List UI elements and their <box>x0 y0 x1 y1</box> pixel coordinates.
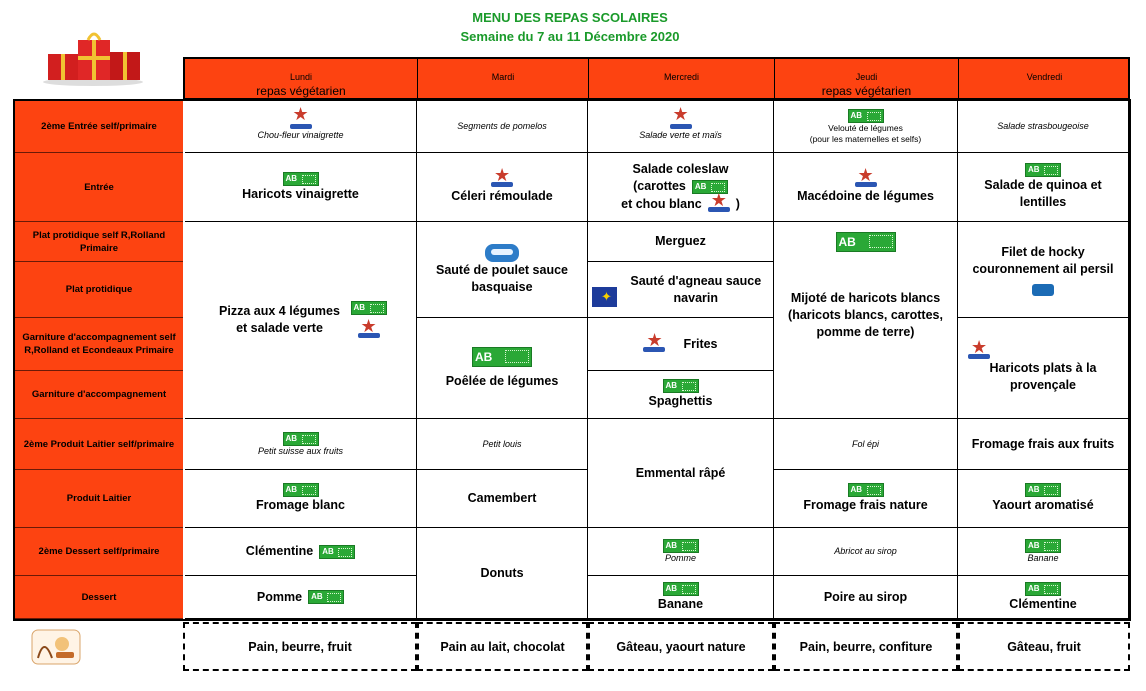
label-rouge-star-icon <box>708 195 730 213</box>
cell-lundi-laitier2: AB Petit suisse aux fruits <box>185 419 417 470</box>
day-header-vendredi: Vendredi <box>958 57 1130 100</box>
bio-label-icon <box>1025 163 1061 177</box>
cell-jeudi-laitier2: Fol épi <box>774 419 958 470</box>
gouter-mercredi: Gâteau, yaourt nature <box>588 622 774 671</box>
row-label-laitier2: 2ème Produit Laitier self/primaire <box>15 419 183 470</box>
label-rouge-star-icon <box>968 342 990 360</box>
cell-jeudi-dessert2: Abricot au sirop <box>774 528 958 576</box>
cell-mardi-dessert: Donuts <box>417 528 588 619</box>
bio-label-icon <box>308 590 344 604</box>
row-label-entree: Entrée <box>15 153 183 222</box>
page-title: MENU DES REPAS SCOLAIRES <box>472 10 668 25</box>
bio-label-icon <box>319 545 355 559</box>
cell-vendredi-laitier: AB Yaourt aromatisé <box>958 470 1129 528</box>
page-subtitle: Semaine du 7 au 11 Décembre 2020 <box>460 29 680 44</box>
eu-flag-icon <box>592 287 617 307</box>
cell-lundi-dessert2: Clémentine AB <box>185 528 417 576</box>
row-label-laitier: Produit Laitier <box>15 470 183 528</box>
day-header-mercredi: Mercredi <box>588 57 774 100</box>
cell-mercredi-garniture: AB Spaghettis <box>588 371 774 419</box>
cell-mercredi-laitier: Emmental râpé <box>588 419 774 528</box>
row-label-plat: Plat protidique <box>15 262 183 318</box>
bio-label-icon <box>1025 582 1061 596</box>
cell-jeudi-plat: AB Mijoté de haricots blancs (haricots blancs, carottes, pomme de terre) <box>774 222 958 419</box>
cell-mardi-laitier: Camembert <box>417 470 588 528</box>
cell-vendredi-dessert2: AB Banane <box>958 528 1129 576</box>
row-label-entree2: 2ème Entrée self/primaire <box>15 101 183 153</box>
bio-label-icon <box>663 539 699 553</box>
cell-jeudi-entree2: AB Velouté de légumes (pour les maternelles et selfs) <box>774 101 958 153</box>
cell-mercredi-dessert2: AB Pomme <box>588 528 774 576</box>
bio-label-icon <box>1025 539 1061 553</box>
cell-lundi-entree2: ★ Chou-fleur vinaigrette <box>185 101 417 153</box>
cell-mardi-entree: ★ Céleri rémoulade <box>417 153 588 222</box>
cell-vendredi-dessert: AB Clémentine <box>958 576 1129 619</box>
gouter-lundi: Pain, beurre, fruit <box>183 622 417 671</box>
label-rouge-star-icon <box>358 321 380 339</box>
cell-vendredi-garniture: ★ Haricots plats à la provençale <box>958 318 1129 419</box>
bio-label-icon <box>1025 483 1061 497</box>
bio-label-icon <box>472 347 532 367</box>
row-label-dessert2: 2ème Dessert self/primaire <box>15 528 183 576</box>
cell-mardi-plat: Sauté de poulet sauce basquaise <box>417 222 588 318</box>
cell-mercredi-entree2: ★ Salade verte et maïs <box>588 101 774 153</box>
day-header-lundi: Lundi repas végétarien <box>256 72 346 98</box>
gouter-mardi: Pain au lait, chocolat <box>417 622 588 671</box>
label-rouge-star-icon <box>643 335 677 353</box>
bio-label-icon <box>663 379 699 393</box>
cell-mardi-laitier2: Petit louis <box>417 419 588 470</box>
cell-mercredi-plat-self: Merguez <box>588 222 774 262</box>
bio-label-icon <box>283 483 319 497</box>
row-label-dessert: Dessert <box>15 576 183 619</box>
bio-label-icon <box>351 301 387 315</box>
row-label-garniture: Garniture d'accompagnement <box>15 371 183 419</box>
cell-mercredi-garniture-self: ★ Frites <box>588 318 774 371</box>
cell-vendredi-plat: Filet de hocky couronnement ail persil <box>958 222 1129 318</box>
cell-mardi-garniture: AB Poêlée de légumes <box>417 318 588 419</box>
gift-icon <box>38 28 148 86</box>
cell-jeudi-dessert: Poire au sirop <box>774 576 958 619</box>
cell-mercredi-dessert: AB Banane <box>588 576 774 619</box>
cell-jeudi-laitier: AB Fromage frais nature <box>774 470 958 528</box>
cell-mercredi-plat: ✦ Sauté d'agneau sauce navarin <box>588 262 774 318</box>
bio-label-icon <box>836 232 896 252</box>
bio-label-icon <box>663 582 699 596</box>
label-rouge-star-icon <box>670 112 692 130</box>
label-rouge-star-icon <box>290 112 312 130</box>
bio-label-icon <box>848 483 884 497</box>
day-header-jeudi: Jeudi repas végétarien <box>774 57 958 100</box>
bleu-blanc-coeur-icon <box>485 244 519 262</box>
cell-vendredi-laitier2: Fromage frais aux fruits <box>958 419 1129 470</box>
cell-mercredi-entree: Salade coleslaw (carottes AB et chou blanc ★ ) <box>588 153 774 222</box>
cell-jeudi-entree: ★ Macédoine de légumes <box>774 153 958 222</box>
row-label-garniture-self: Garniture d'accompagnement self R,Rolland et Econdeaux Primaire <box>15 318 183 371</box>
cell-mardi-entree2: Segments de pomelos <box>417 101 588 153</box>
bio-label-icon <box>848 109 884 123</box>
gouter-vendredi: Gâteau, fruit <box>958 622 1130 671</box>
label-rouge-star-icon <box>855 170 877 188</box>
bio-label-icon <box>283 432 319 446</box>
row-label-plat-self: Plat protidique self R,Rolland Primaire <box>15 222 183 262</box>
cell-lundi-dessert: Pomme AB <box>185 576 417 619</box>
cell-vendredi-entree2: Salade strasbougeoise <box>958 101 1129 153</box>
gouter-jeudi: Pain, beurre, confiture <box>774 622 958 671</box>
cell-lundi-laitier: AB Fromage blanc <box>185 470 417 528</box>
day-header-mardi: Mardi <box>417 57 588 100</box>
cell-lundi-entree: AB Haricots vinaigrette <box>185 153 417 222</box>
label-rouge-star-icon <box>491 170 513 188</box>
heure-du-gouter-logo <box>30 628 82 666</box>
cell-vendredi-entree: AB Salade de quinoa et lentilles <box>958 153 1129 222</box>
msc-icon <box>1032 284 1054 296</box>
cell-lundi-plat: Pizza aux 4 légumes et salade verte AB ★ <box>185 222 417 419</box>
bio-label-icon <box>283 172 319 186</box>
